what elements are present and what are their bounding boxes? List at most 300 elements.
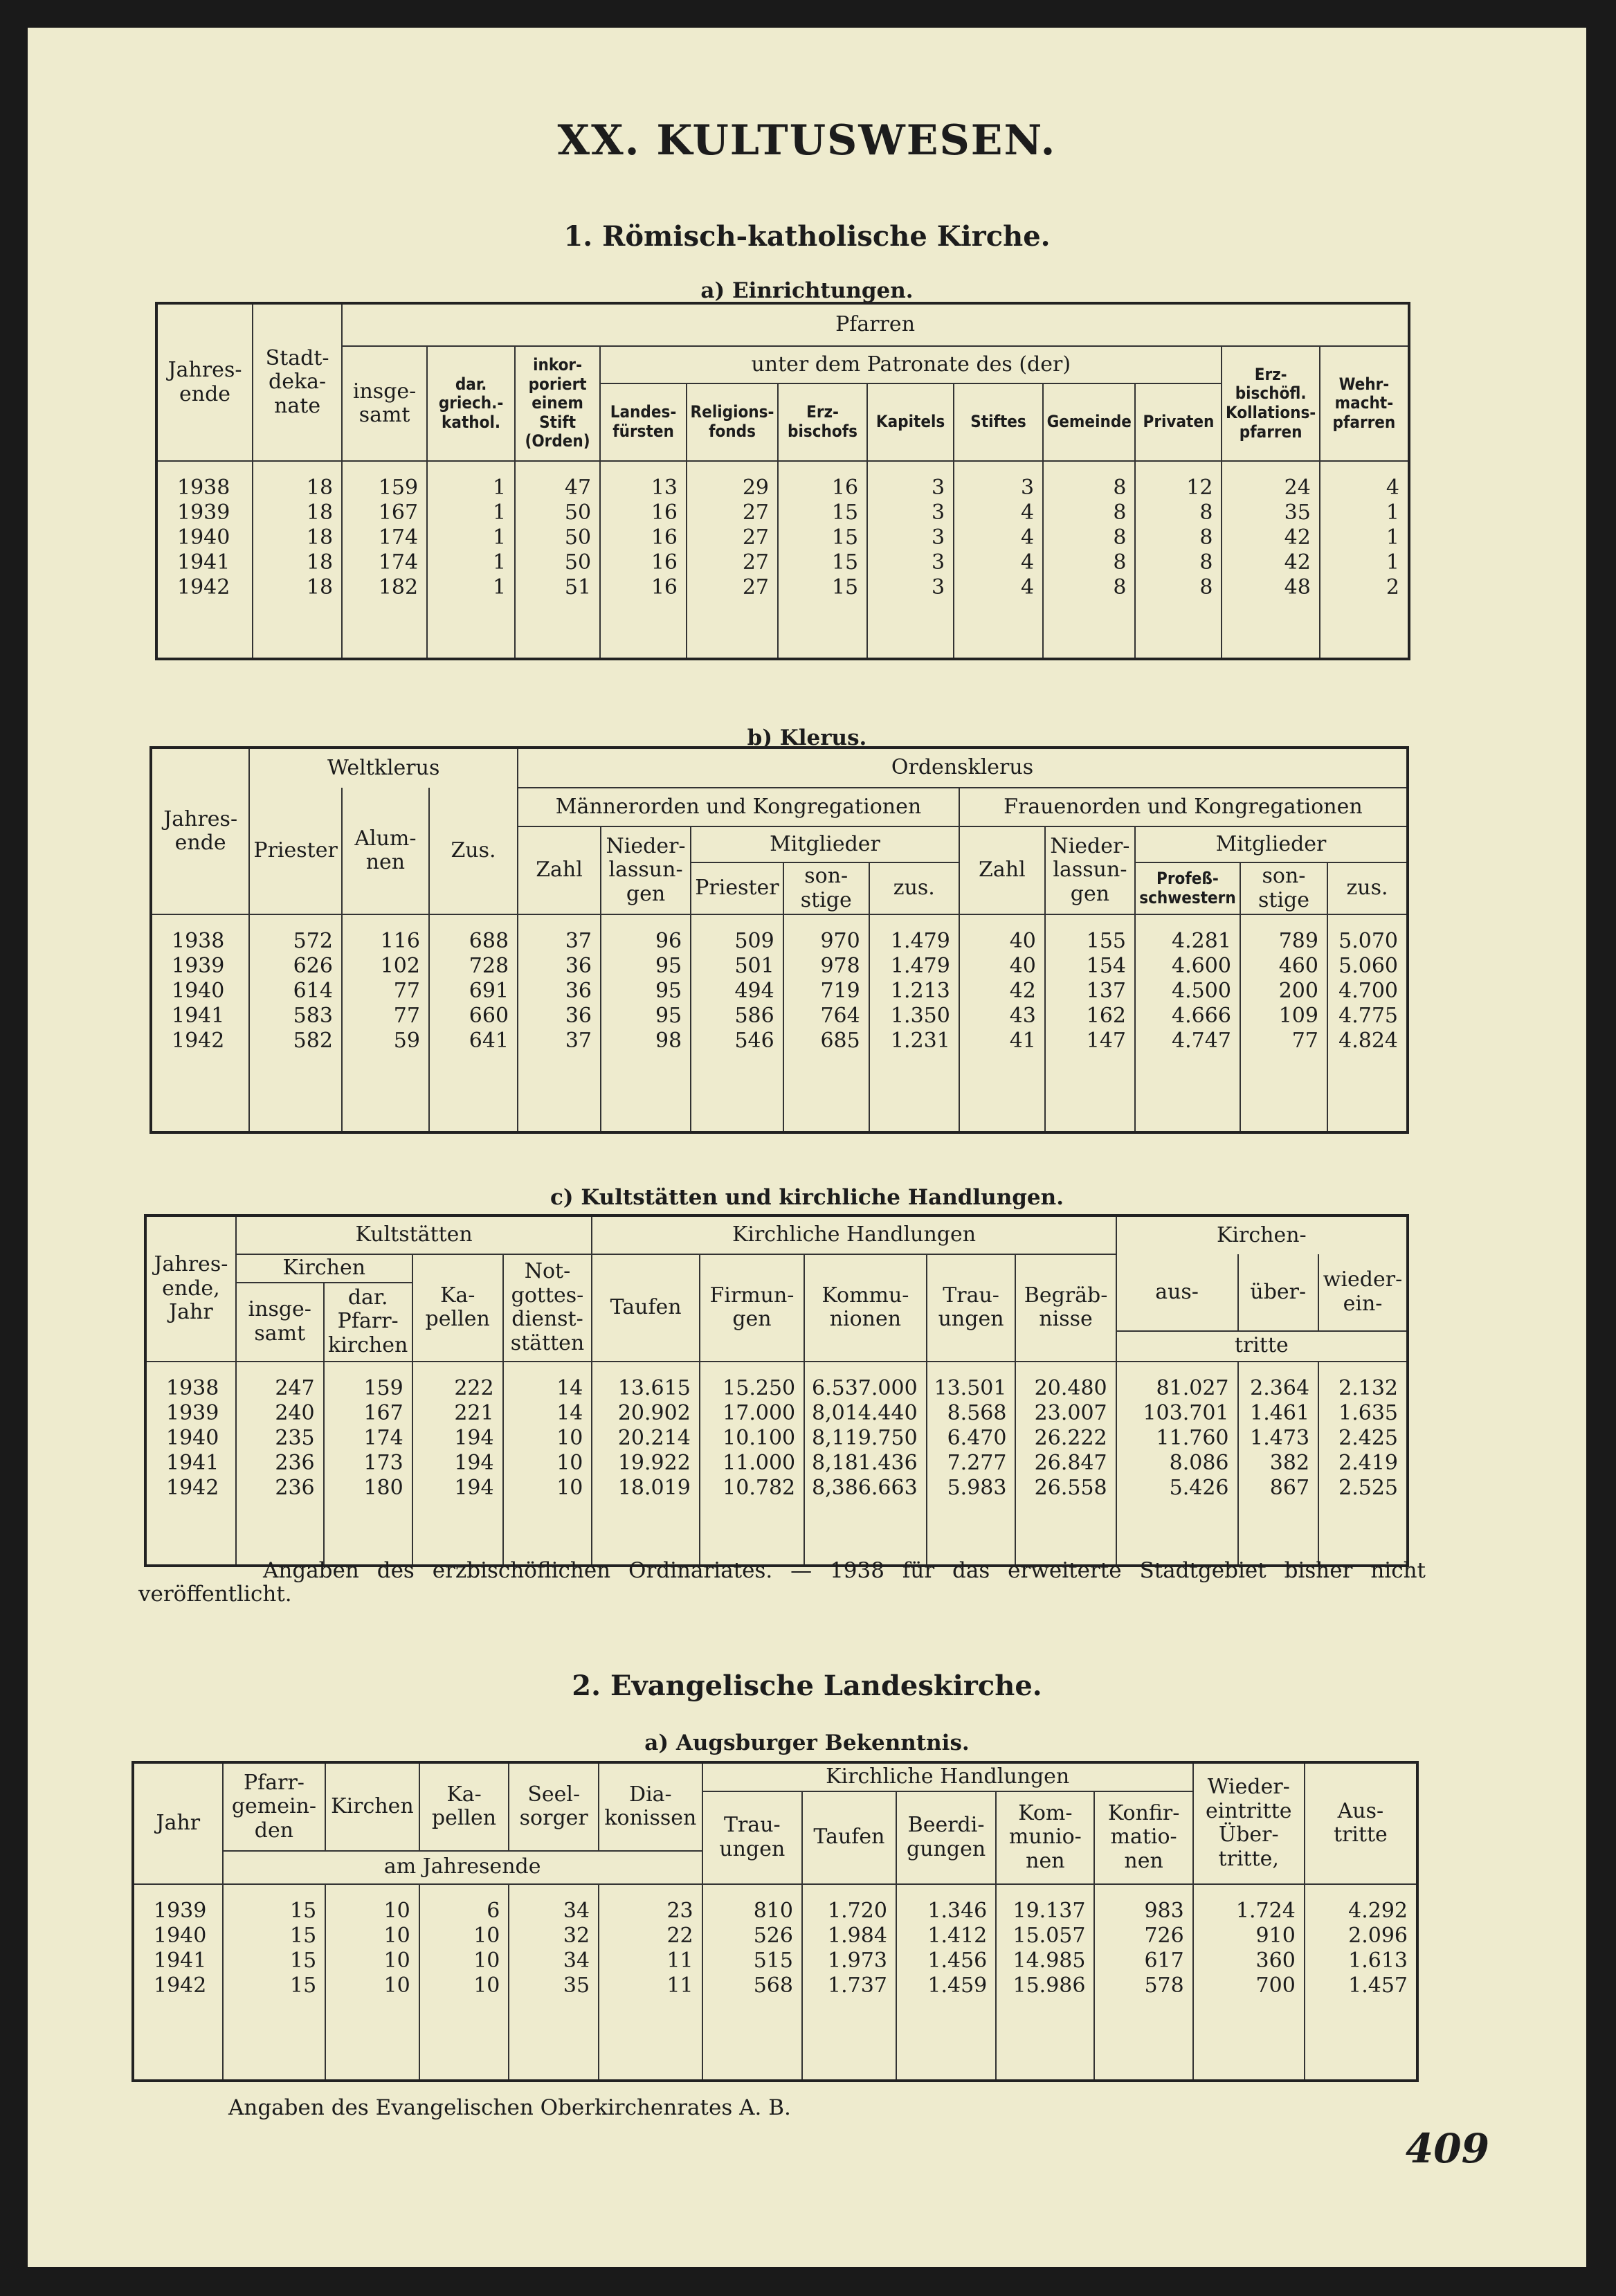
cell: 1.635 [1338,1400,1398,1425]
cell: 95 [655,979,682,1003]
col-header-frauenorden: Frauenorden und Kongregationen [959,788,1408,826]
cell: 688 [469,929,509,953]
source-note-evangelical: Angaben des Evangelischen Oberkirchenrates A. B. [228,2095,791,2120]
column-uebertritte [1238,1362,1319,1566]
cell: 617 [1144,1948,1184,1973]
cell: 98 [655,1029,682,1053]
cell: 102 [380,954,420,978]
cell: 24 [1284,476,1311,500]
cell: 15.986 [1013,1973,1086,1998]
cell: 15 [290,1898,317,1923]
cell: 660 [469,1004,509,1028]
cell: 47 [564,476,592,500]
cell: 7.277 [947,1450,1007,1475]
col-header-kultstaetten: Kultstätten [236,1215,592,1254]
cell: 382 [1269,1450,1310,1475]
cell: 8,386.663 [811,1475,918,1500]
cell: 1939 [172,954,225,978]
cell: 10 [383,1973,410,1998]
cell: 10 [556,1425,583,1450]
col-header-zus-f: zus. [1327,862,1408,914]
cell: 1 [1386,500,1399,525]
column-zus-m [869,914,959,1132]
cell: 36 [565,979,592,1003]
cell: 8 [1199,525,1213,550]
cell: 691 [469,979,509,1003]
cell: 42 [1284,525,1311,550]
cell: 1941 [166,1450,219,1475]
cell: 167 [378,500,419,525]
source-note-catholic: Angaben des erzbischöflichen Ordinariates. — 1938 für das erweiterte Stadtgebiet bisher nicht veröffentlicht. [138,1558,1426,1607]
column-erzbischofs [778,461,867,659]
cell: 173 [363,1450,403,1475]
col-header-kirchen: Kirchen [325,1762,419,1851]
cell: 50 [564,550,592,575]
table-title-augsburger: a) Augsburger Bekenntnis. [644,1730,970,1755]
cell: 4 [1386,476,1399,500]
col-header-kommunionen: Kommu- nionen [804,1254,927,1362]
col-header-stadtdekanate: Stadt- deka- nate [253,303,342,461]
cell: 583 [293,1004,333,1028]
cell: 4.700 [1338,979,1398,1003]
cell: 1939 [177,500,230,525]
col-header-stiftes: Stiftes [954,383,1043,461]
cell: 2.096 [1348,1923,1408,1948]
table-title-klerus: b) Klerus. [747,725,867,750]
cell: 1.473 [1250,1425,1310,1450]
col-header-trauungen: Trau- ungen [927,1254,1016,1362]
column-zahl-m [518,914,601,1132]
cell: 460 [1278,954,1318,978]
cell: 5.426 [1169,1475,1229,1500]
cell: 43 [1009,1004,1036,1028]
cell: 614 [293,979,333,1003]
cell: 247 [275,1375,315,1400]
cell: 10 [556,1450,583,1475]
cell: 789 [1278,929,1318,953]
cell: 10 [473,1948,500,1973]
cell: 11.760 [1156,1425,1229,1450]
cell: 764 [820,1004,860,1028]
column-privaten [1135,461,1222,659]
cell: 15 [290,1923,317,1948]
cell: 18 [306,476,334,500]
cell: 1.724 [1235,1898,1296,1923]
cell: 18 [306,550,334,575]
col-header-pfarren: Pfarren [342,303,1409,346]
cell: 48 [1284,575,1311,599]
column-zus [429,914,518,1132]
cell: 515 [753,1948,793,1973]
cell: 3 [931,476,945,500]
column-firmungen [700,1362,804,1566]
cell: 582 [293,1029,333,1053]
column-wehrmachtpfarren [1320,461,1409,659]
column-pfarrgemeinden [223,1884,326,2081]
cell: 27 [742,525,770,550]
cell: 26.558 [1034,1475,1107,1500]
cell: 4 [1020,550,1035,575]
cell: 95 [655,1004,682,1028]
column-insgesamt [236,1362,324,1566]
table-title-kultstaetten: c) Kultstätten und kirchliche Handlungen. [550,1185,1064,1210]
cell: 1 [492,575,507,599]
cell: 1942 [166,1475,219,1500]
cell: 1.461 [1250,1400,1310,1425]
cell: 174 [378,525,419,550]
cell: 59 [393,1029,420,1053]
column-insgesamt [342,461,427,659]
cell: 4.500 [1172,979,1231,1003]
cell: 11 [666,1973,693,1998]
cell: 15 [831,500,859,525]
cell: 10 [556,1475,583,1500]
cell: 12 [1186,476,1213,500]
cell: 1.350 [890,1004,950,1028]
cell: 235 [275,1425,315,1450]
cell: 174 [363,1425,403,1450]
cell: 36 [565,954,592,978]
cell: 1941 [154,1948,207,1973]
col-header-pfarrgemeinden: Pfarr- gemein- den [223,1762,326,1851]
cell: 10 [383,1898,410,1923]
cell: 1.613 [1348,1948,1408,1973]
col-header-diakonissen: Dia- konissen [599,1762,702,1851]
cell: 26.222 [1034,1425,1107,1450]
column-alumnen [342,914,429,1132]
col-header-wehrmachtpfarren: Wehr- macht- pfarren [1320,346,1409,461]
cell: 240 [275,1400,315,1425]
cell: 1938 [177,476,230,500]
col-header-taufen: Taufen [592,1254,699,1362]
cell: 8 [1199,550,1213,575]
cell: 221 [454,1400,494,1425]
cell: 3 [931,575,945,599]
col-header-kirchliche-handlungen: Kirchliche Handlungen [592,1215,1116,1254]
column-kapellen [419,1884,509,2081]
column-taufen [592,1362,699,1566]
column-griech-kathol [427,461,515,659]
col-header-wiederein: wieder- ein- [1318,1254,1408,1331]
cell: 4.292 [1348,1898,1408,1923]
column-religionsfonds [687,461,778,659]
cell: 40 [1009,929,1036,953]
cell: 8,119.750 [811,1425,918,1450]
column-stadtdekanate [253,461,342,659]
cell: 14 [556,1400,583,1425]
table-title-einrichtungen: a) Einrichtungen. [700,278,914,303]
column-kommunionen [996,1884,1094,2081]
col-header-landesfuersten: Landes- fürsten [600,383,687,461]
cell: 526 [753,1923,793,1948]
chapter-heading: XX. KULTUSWESEN. [557,116,1057,165]
cell: 155 [1086,929,1126,953]
cell: 1940 [154,1923,207,1948]
column-trauungen [927,1362,1016,1566]
cell: 1940 [166,1425,219,1450]
column-begraebnisse [1015,1362,1116,1566]
cell: 77 [393,979,420,1003]
column-niederlassungen-m [601,914,691,1132]
cell: 1.737 [828,1973,887,1998]
cell: 182 [378,575,419,599]
cell: 1938 [172,929,225,953]
col-header-sonstige-m: son- stige [783,862,869,914]
cell: 970 [820,929,860,953]
cell: 51 [564,575,592,599]
cell: 3 [931,525,945,550]
col-header-niederlassungen-m: Nieder- lassun- gen [601,826,691,914]
cell: 572 [293,929,333,953]
column-kollationspfarren [1222,461,1319,659]
cell: 13.615 [617,1375,691,1400]
cell: 1.984 [828,1923,887,1948]
cell: 19.137 [1013,1898,1086,1923]
cell: 8 [1113,500,1127,525]
cell: 8.568 [947,1400,1007,1425]
cell: 10.100 [723,1425,796,1450]
cell: 978 [820,954,860,978]
col-header-zus-m: zus. [869,862,959,914]
table-body [156,461,1409,659]
col-header-ueber: über- [1238,1254,1319,1331]
column-taufen [802,1884,896,2081]
cell: 16 [651,575,678,599]
cell: 37 [565,929,592,953]
cell: 236 [275,1475,315,1500]
col-header-notgottesdienststaetten: Not- gottes- dienst- stätten [503,1254,592,1362]
cell: 1 [492,525,507,550]
cell: 6.470 [947,1425,1007,1450]
page [28,28,1586,2267]
table-klerus [149,746,1409,1134]
cell: 4.600 [1172,954,1231,978]
column-austritte [1305,1884,1417,2081]
col-header-kirchen-sub: Kirchen [236,1254,412,1283]
cell: 4 [1020,575,1035,599]
cell: 27 [742,550,770,575]
cell: 81.027 [1156,1375,1229,1400]
cell: 37 [565,1029,592,1053]
cell: 16 [651,525,678,550]
cell: 1.973 [828,1948,887,1973]
cell: 19.922 [617,1450,691,1475]
cell: 8 [1113,476,1127,500]
column-priester [249,914,342,1132]
col-header-zahl-m: Zahl [518,826,601,914]
column-zahl-f [959,914,1045,1132]
cell: 8,181.436 [811,1450,918,1475]
cell: 4 [1020,500,1035,525]
col-header-insgesamt: insge- samt [342,346,427,461]
cell: 8 [1199,575,1213,599]
cell: 5.060 [1338,954,1398,978]
page-number: 409 [1405,2125,1489,2172]
cell: 6.537.000 [811,1375,918,1400]
cell: 4.281 [1172,929,1231,953]
cell: 200 [1278,979,1318,1003]
column-kirchen [325,1884,419,2081]
cell: 35 [1284,500,1311,525]
cell: 494 [734,979,774,1003]
cell: 726 [1144,1923,1184,1948]
col-header-niederlassungen-f: Nieder- lassun- gen [1045,826,1135,914]
column-wiedereintritte [1318,1362,1408,1566]
cell: 2.425 [1338,1425,1398,1450]
col-header-wiedereintritte: Wieder- eintritte Über- tritte, [1193,1762,1305,1884]
cell: 1939 [166,1400,219,1425]
cell: 1942 [172,1029,225,1053]
col-header-inkorporiert: inkor- poriert einem Stift (Orden) [515,346,600,461]
cell: 11 [666,1948,693,1973]
cell: 626 [293,954,333,978]
column-stiftes [954,461,1043,659]
col-header-weltklerus: Weltklerus [249,748,518,788]
cell: 194 [454,1450,494,1475]
cell: 15.250 [723,1375,796,1400]
cell: 116 [380,929,420,953]
cell: 4.666 [1172,1004,1231,1028]
column-jahr [133,1884,223,2081]
column-trauungen [702,1884,802,2081]
cell: 13 [651,476,678,500]
cell: 15 [831,550,859,575]
col-header-kirchen: Kirchen- [1116,1215,1408,1254]
cell: 3 [1020,476,1035,500]
cell: 2.525 [1338,1475,1398,1500]
column-austritte [1116,1362,1238,1566]
cell: 159 [378,476,419,500]
column-seelsorger [509,1884,599,2081]
cell: 50 [564,500,592,525]
col-header-tritte: tritte [1116,1331,1408,1362]
column-priester-m [691,914,783,1132]
cell: 23.007 [1034,1400,1107,1425]
cell: 3 [931,550,945,575]
cell: 13.501 [934,1375,1007,1400]
col-header-erzbischofs: Erz- bischofs [778,383,867,461]
column-pfarrkirchen [324,1362,412,1566]
column-notgottesdienst [503,1362,592,1566]
cell: 2.132 [1338,1375,1398,1400]
cell: 1 [492,500,507,525]
cell: 36 [565,1004,592,1028]
col-header-jahresende: Jahres- ende [151,748,249,914]
cell: 15 [290,1948,317,1973]
table-body [133,1884,1417,2081]
cell: 8 [1113,525,1127,550]
cell: 34 [563,1898,590,1923]
cell: 1.479 [890,954,950,978]
col-header-zus: Zus. [429,788,518,914]
cell: 1939 [154,1898,207,1923]
section-heading-catholic: 1. Römisch-katholische Kirche. [563,220,1051,253]
cell: 1940 [177,525,230,550]
cell: 1.456 [927,1948,988,1973]
cell: 10.782 [723,1475,796,1500]
cell: 18 [306,500,334,525]
column-diakonissen [599,1884,702,2081]
cell: 1.720 [828,1898,887,1923]
col-header-professschwestern: Profeß- schwestern [1135,862,1240,914]
column-wiedereintritte [1193,1884,1305,2081]
cell: 8 [1113,550,1127,575]
cell: 2 [1386,575,1399,599]
col-header-mitglieder-f: Mitglieder [1135,826,1408,862]
col-header-zahl-f: Zahl [959,826,1045,914]
cell: 501 [734,954,774,978]
col-header-jahr: Jahr [133,1762,223,1884]
cell: 15.057 [1013,1923,1086,1948]
cell: 1942 [177,575,230,599]
cell: 194 [454,1425,494,1450]
col-header-seelsorger: Seel- sorger [509,1762,599,1851]
cell: 167 [363,1400,403,1425]
col-header-ordensklerus: Ordensklerus [518,748,1408,788]
cell: 26.847 [1034,1450,1107,1475]
cell: 10 [473,1973,500,1998]
column-konfirmationen [1094,1884,1192,2081]
col-header-alumnen: Alum- nen [342,788,429,914]
col-header-maennerorden: Männerorden und Kongregationen [518,788,959,826]
column-jahr [145,1362,236,1566]
cell: 16 [651,500,678,525]
column-sonstige-m [783,914,869,1132]
cell: 509 [734,929,774,953]
cell: 4.747 [1172,1029,1231,1053]
col-header-kapellen: Ka- pellen [419,1762,509,1851]
cell: 5.983 [947,1475,1007,1500]
cell: 17.000 [723,1400,796,1425]
cell: 16 [831,476,859,500]
cell: 20.902 [617,1400,691,1425]
cell: 728 [469,954,509,978]
col-header-pfarrkirchen: dar. Pfarr- kirchen [324,1283,412,1362]
column-niederlassungen-f [1045,914,1135,1132]
col-header-mitglieder-m: Mitglieder [691,826,959,862]
column-gemeinde [1043,461,1135,659]
col-header-austritte: Aus- tritte [1305,1762,1417,1884]
cell: 810 [753,1898,793,1923]
cell: 23 [666,1898,693,1923]
cell: 41 [1009,1029,1036,1053]
cell: 10 [383,1923,410,1948]
cell: 18.019 [617,1475,691,1500]
cell: 29 [742,476,770,500]
cell: 4.775 [1338,1004,1398,1028]
cell: 8 [1113,575,1127,599]
cell: 4 [1020,525,1035,550]
column-kapitels [867,461,954,659]
cell: 1941 [177,550,230,575]
cell: 568 [753,1973,793,1998]
col-header-sonstige-f: son- stige [1240,862,1327,914]
cell: 236 [275,1450,315,1475]
cell: 15 [290,1973,317,1998]
column-inkorporiert [515,461,600,659]
cell: 16 [651,550,678,575]
cell: 27 [742,575,770,599]
cell: 1942 [154,1973,207,1998]
cell: 32 [563,1923,590,1948]
column-sonstige-f [1240,914,1327,1132]
cell: 11.000 [723,1450,796,1475]
table-augsburger-bekenntnis [131,1761,1419,2082]
table-kultstaetten [144,1214,1409,1567]
cell: 109 [1278,1004,1318,1028]
cell: 2.364 [1250,1375,1310,1400]
col-header-kirchliche-handlungen: Kirchliche Handlungen [702,1762,1193,1791]
